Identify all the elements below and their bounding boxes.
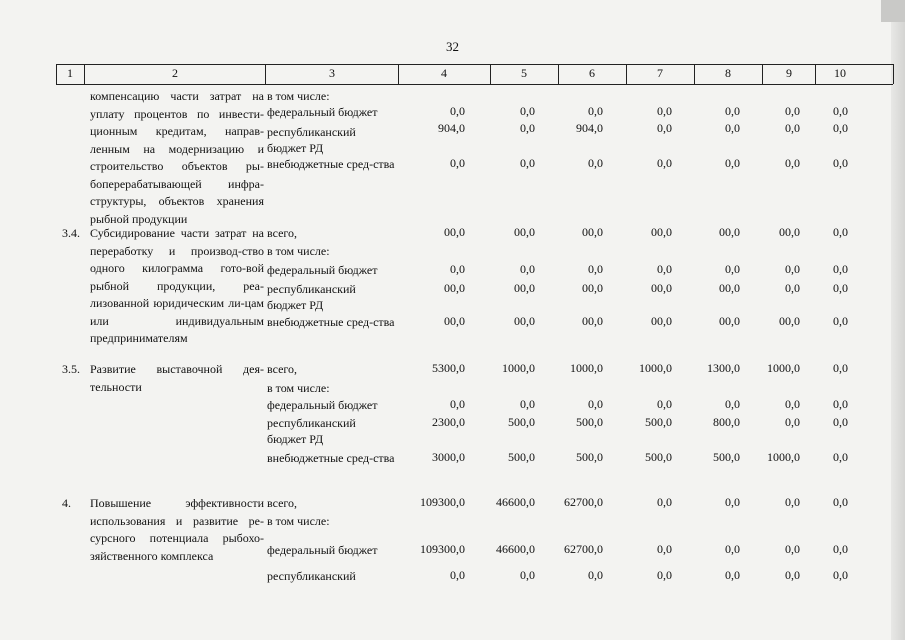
value-cell: 0,0 [450, 568, 465, 582]
column-header: 1 [67, 66, 73, 80]
value-cell: 0,0 [833, 121, 848, 135]
value-cell: 0,0 [785, 495, 800, 509]
value-cell: 800,0 [713, 415, 740, 429]
value-cell: 0,0 [520, 104, 535, 118]
value-cell: 0,0 [725, 542, 740, 556]
header-divider [398, 64, 399, 84]
value-cell: 00,0 [719, 314, 740, 328]
value-cell: 3000,0 [432, 450, 465, 464]
header-divider [762, 64, 763, 84]
column-header: 5 [521, 66, 527, 80]
value-cell: 0,0 [833, 415, 848, 429]
value-cell: 0,0 [785, 104, 800, 118]
value-cell: 0,0 [725, 397, 740, 411]
column-header: 2 [172, 66, 178, 80]
header-top-line [56, 64, 893, 65]
value-cell: 0,0 [588, 568, 603, 582]
header-divider [490, 64, 491, 84]
value-cell: 904,0 [576, 121, 603, 135]
value-cell: 1000,0 [639, 361, 672, 375]
value-cell: 0,0 [588, 156, 603, 170]
header-divider [893, 64, 894, 84]
value-cell: 00,0 [779, 225, 800, 239]
source-label: в том числе: [267, 89, 330, 103]
source-label: федеральный бюджет [267, 398, 378, 412]
header-bottom-line [56, 84, 893, 85]
value-cell: 0,0 [833, 225, 848, 239]
value-cell: 500,0 [508, 415, 535, 429]
column-header: 9 [786, 66, 792, 80]
value-cell: 0,0 [450, 397, 465, 411]
value-cell: 0,0 [833, 314, 848, 328]
value-cell: 00,0 [582, 281, 603, 295]
value-cell: 00,0 [582, 225, 603, 239]
value-cell: 00,0 [514, 281, 535, 295]
source-label: всего, [267, 362, 298, 376]
value-cell: 0,0 [657, 542, 672, 556]
value-cell: 0,0 [450, 104, 465, 118]
value-cell: 00,0 [651, 281, 672, 295]
value-cell: 00,0 [719, 281, 740, 295]
value-cell: 0,0 [657, 495, 672, 509]
header-divider [815, 64, 816, 84]
value-cell: 109300,0 [420, 542, 465, 556]
column-header: 4 [441, 66, 447, 80]
value-cell: 0,0 [785, 568, 800, 582]
column-header: 8 [725, 66, 731, 80]
value-cell: 0,0 [450, 262, 465, 276]
value-cell: 0,0 [725, 568, 740, 582]
row-number: 4. [62, 496, 71, 510]
row-name: компенсацию части затрат на уплату процентов по инвести-ционным кредитам, направ-ленным на модернизацию и строительство объектов ры-боперерабатывающей инфра-структуры, объектов хранения рыбной продукции [90, 89, 264, 226]
source-label: в том числе: [267, 244, 330, 258]
value-cell: 0,0 [833, 104, 848, 118]
source-label: республиканский бюджет РД [267, 125, 356, 155]
value-cell: 0,0 [725, 262, 740, 276]
row-name: Развитие выставочной дея-тельности [90, 362, 264, 394]
value-cell: 0,0 [785, 397, 800, 411]
value-cell: 00,0 [514, 314, 535, 328]
value-cell: 46600,0 [496, 542, 535, 556]
value-cell: 500,0 [645, 450, 672, 464]
value-cell: 904,0 [438, 121, 465, 135]
source-label: в том числе: [267, 381, 330, 395]
column-header: 3 [329, 66, 335, 80]
value-cell: 46600,0 [496, 495, 535, 509]
row-number: 3.5. [62, 362, 80, 376]
header-divider [694, 64, 695, 84]
value-cell: 0,0 [588, 104, 603, 118]
value-cell: 0,0 [657, 262, 672, 276]
value-cell: 00,0 [514, 225, 535, 239]
value-cell: 0,0 [520, 121, 535, 135]
column-header: 7 [657, 66, 663, 80]
value-cell: 5300,0 [432, 361, 465, 375]
source-label: в том числе: [267, 514, 330, 528]
source-label: республиканский бюджет РД [267, 282, 356, 312]
value-cell: 0,0 [833, 361, 848, 375]
value-cell: 0,0 [657, 104, 672, 118]
source-label: внебюджетные сред-ства [267, 315, 395, 329]
value-cell: 500,0 [576, 450, 603, 464]
value-cell: 0,0 [657, 397, 672, 411]
value-cell: 500,0 [576, 415, 603, 429]
value-cell: 2300,0 [432, 415, 465, 429]
source-label: федеральный бюджет [267, 543, 378, 557]
value-cell: 0,0 [657, 156, 672, 170]
header-divider [558, 64, 559, 84]
value-cell: 0,0 [450, 156, 465, 170]
column-header: 6 [589, 66, 595, 80]
value-cell: 00,0 [719, 225, 740, 239]
column-header: 10 [834, 66, 846, 80]
row-number: 3.4. [62, 226, 80, 240]
header-divider [265, 64, 266, 84]
value-cell: 500,0 [713, 450, 740, 464]
source-label: республиканский бюджет РД [267, 416, 356, 446]
row-name: Субсидирование части затрат на переработку и производ-ство одного килограмма гото-вой рыбной продукции, реа-лизованной юридическим ли-цам или индивидуальным предпринимателям [90, 226, 264, 345]
value-cell: 1000,0 [767, 450, 800, 464]
value-cell: 0,0 [725, 121, 740, 135]
value-cell: 62700,0 [564, 542, 603, 556]
value-cell: 0,0 [520, 156, 535, 170]
source-label: внебюджетные сред-ства [267, 157, 395, 171]
value-cell: 0,0 [785, 281, 800, 295]
value-cell: 0,0 [520, 568, 535, 582]
value-cell: 0,0 [785, 415, 800, 429]
value-cell: 00,0 [444, 281, 465, 295]
header-divider [626, 64, 627, 84]
value-cell: 00,0 [651, 314, 672, 328]
row-name: Повышение эффективности использования и развитие ре-сурсного потенциала рыбохо-зяйственного комплекса [90, 496, 264, 563]
page-number: 32 [446, 39, 459, 54]
scan-edge [891, 0, 905, 640]
source-label: всего, [267, 226, 298, 240]
value-cell: 0,0 [833, 397, 848, 411]
value-cell: 0,0 [833, 262, 848, 276]
value-cell: 0,0 [785, 262, 800, 276]
value-cell: 00,0 [444, 314, 465, 328]
value-cell: 0,0 [588, 262, 603, 276]
value-cell: 1000,0 [502, 361, 535, 375]
source-label: федеральный бюджет [267, 263, 378, 277]
value-cell: 0,0 [725, 104, 740, 118]
value-cell: 0,0 [833, 542, 848, 556]
value-cell: 1300,0 [707, 361, 740, 375]
value-cell: 00,0 [779, 314, 800, 328]
value-cell: 0,0 [833, 495, 848, 509]
value-cell: 62700,0 [564, 495, 603, 509]
source-label: республиканский [267, 569, 356, 583]
value-cell: 0,0 [657, 121, 672, 135]
value-cell: 0,0 [833, 156, 848, 170]
value-cell: 0,0 [520, 262, 535, 276]
value-cell: 0,0 [520, 397, 535, 411]
value-cell: 0,0 [833, 450, 848, 464]
value-cell: 1000,0 [570, 361, 603, 375]
value-cell: 500,0 [508, 450, 535, 464]
value-cell: 0,0 [833, 568, 848, 582]
source-label: внебюджетные сред-ства [267, 451, 395, 465]
value-cell: 500,0 [645, 415, 672, 429]
value-cell: 00,0 [444, 225, 465, 239]
value-cell: 0,0 [785, 121, 800, 135]
value-cell: 109300,0 [420, 495, 465, 509]
scan-corner [881, 0, 905, 22]
source-label: всего, [267, 496, 298, 510]
value-cell: 1000,0 [767, 361, 800, 375]
value-cell: 0,0 [785, 542, 800, 556]
value-cell: 0,0 [725, 156, 740, 170]
source-label: федеральный бюджет [267, 105, 378, 119]
value-cell: 0,0 [725, 495, 740, 509]
value-cell: 0,0 [588, 397, 603, 411]
value-cell: 0,0 [833, 281, 848, 295]
value-cell: 00,0 [651, 225, 672, 239]
value-cell: 00,0 [582, 314, 603, 328]
value-cell: 0,0 [785, 156, 800, 170]
value-cell: 0,0 [657, 568, 672, 582]
